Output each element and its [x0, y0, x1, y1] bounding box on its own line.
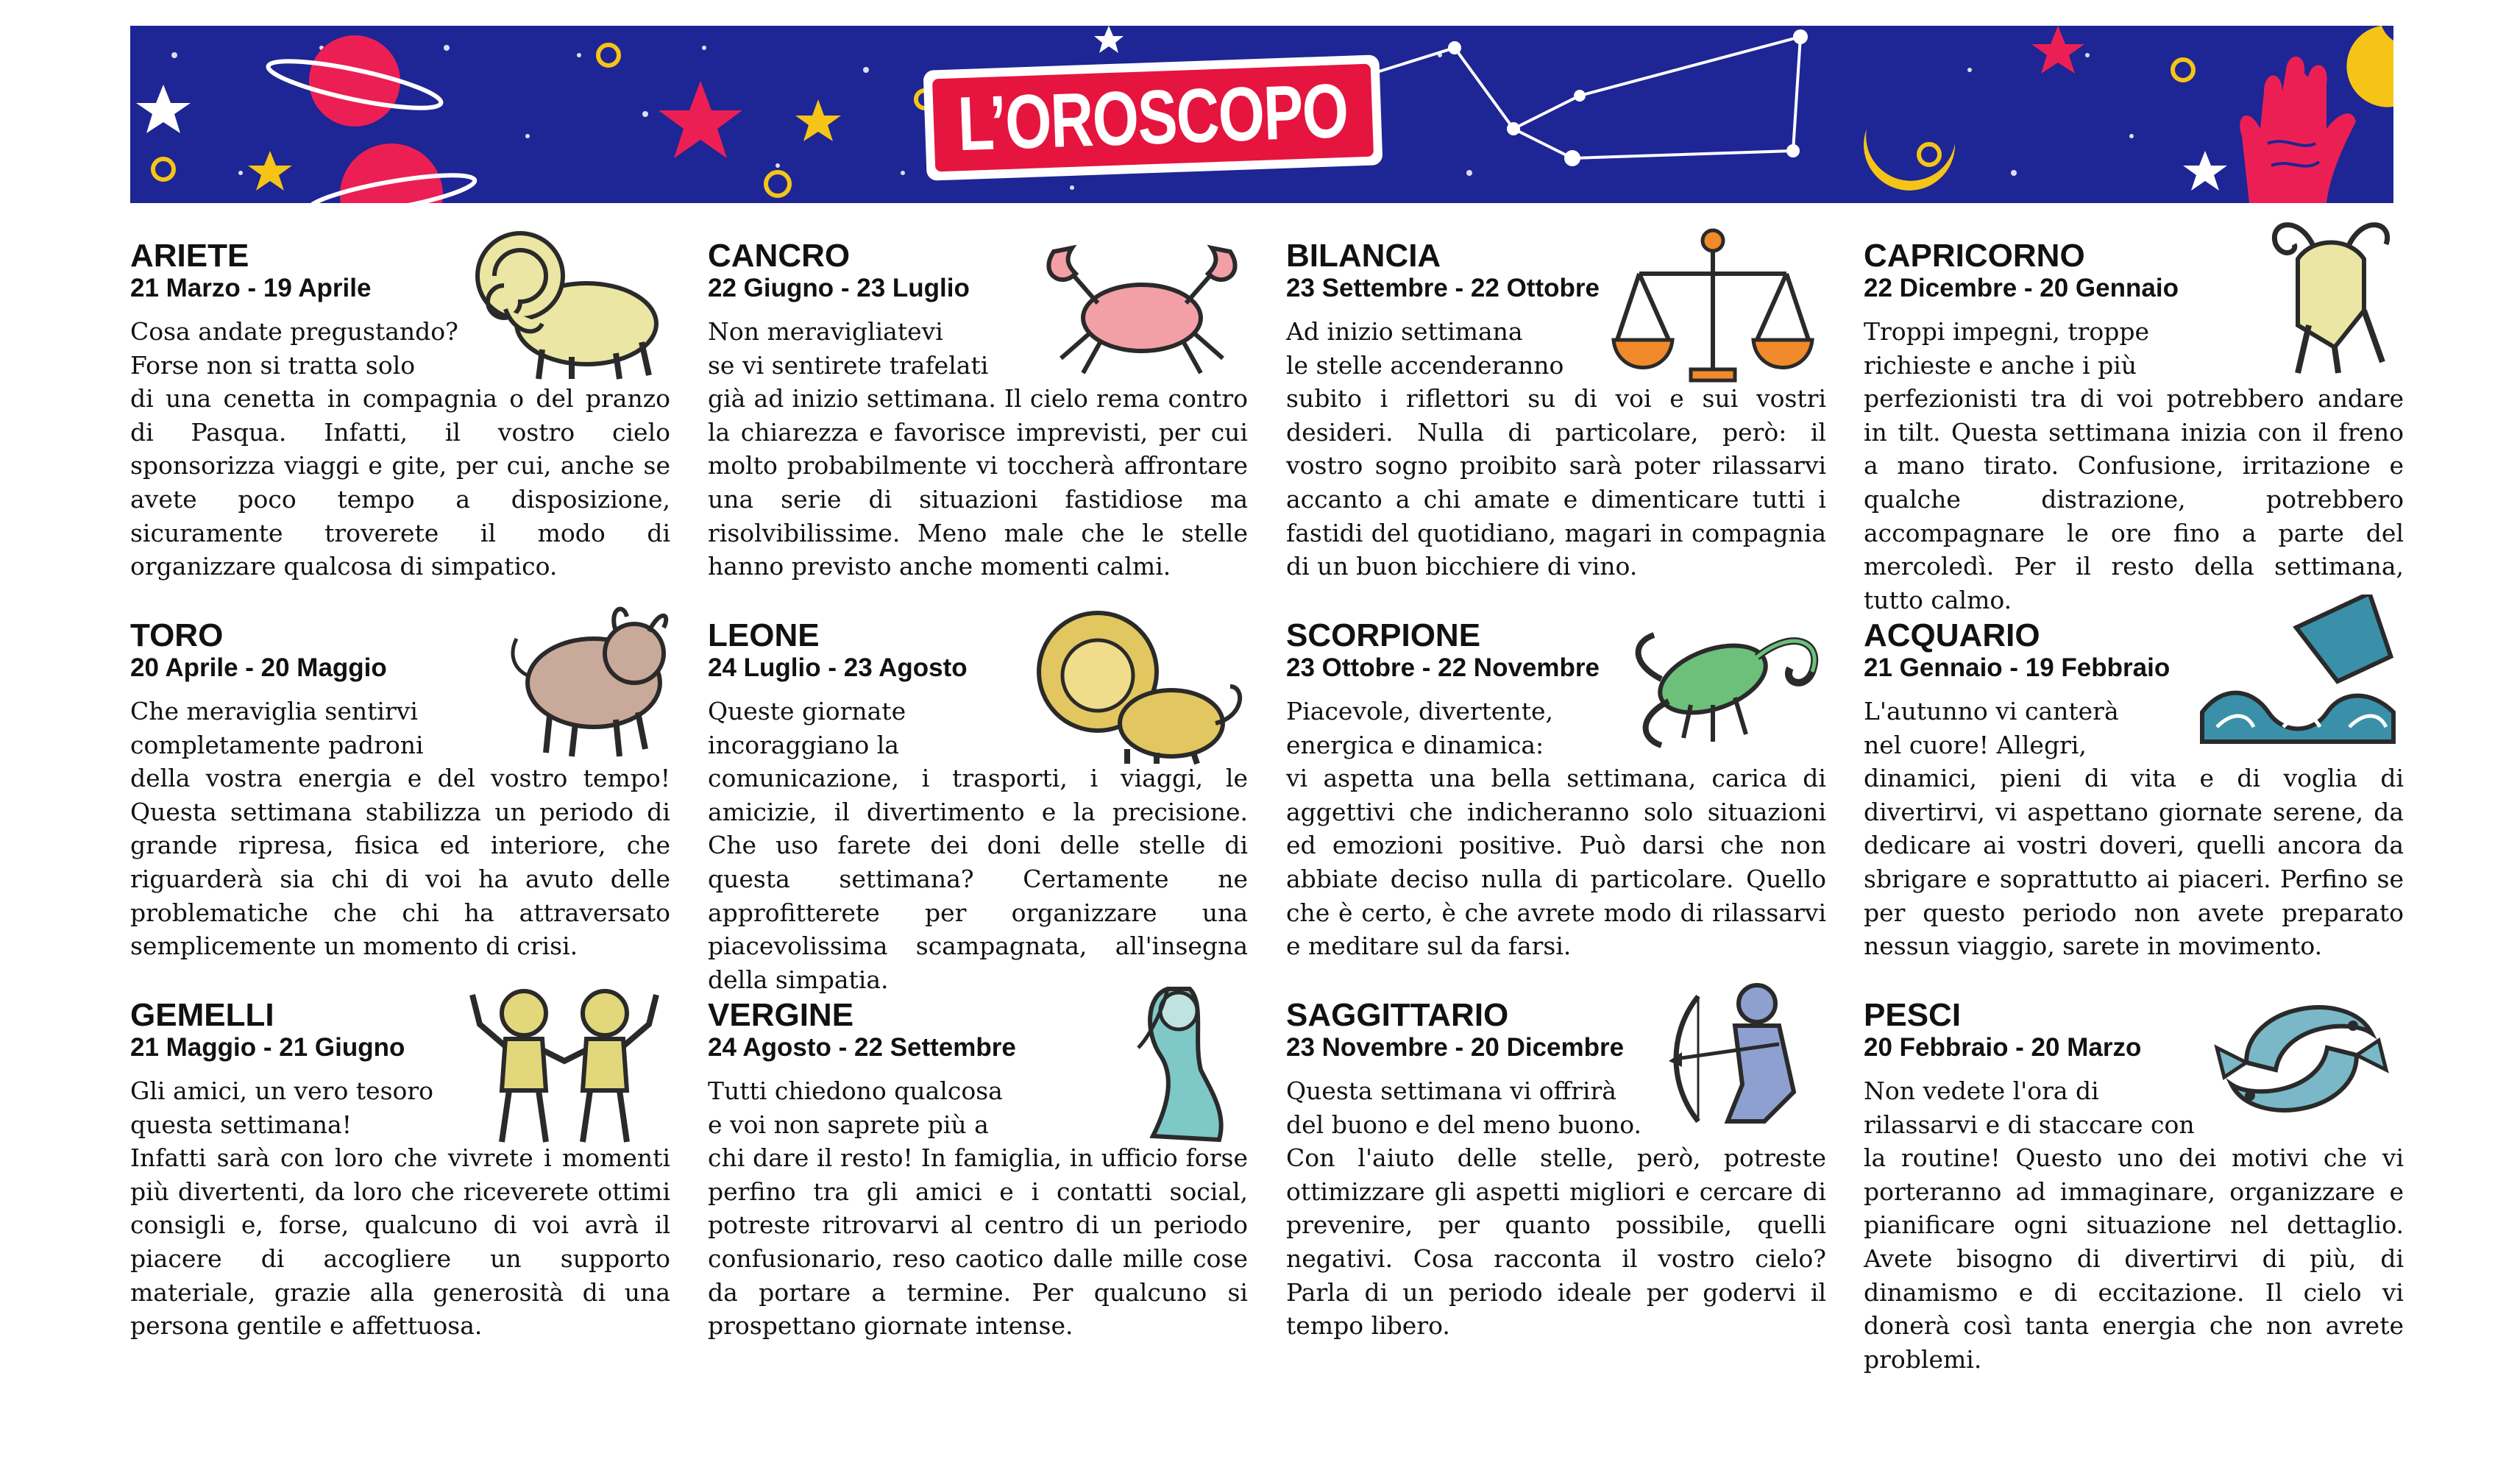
sign-intro: Queste giornate incoraggiano la [708, 697, 906, 759]
sign-body: la routine! Questo uno dei motivi che vi porteranno ad immaginare, organizzare e pianificare ogni situazione nel dettaglio. Avete bisogno di divertirvi di più, di dinamismo e di eccitazione. Il cielo vi donerà così tanta energia che non avrete problemi. [1864, 1143, 2404, 1374]
sign-vergine [708, 996, 1252, 1364]
sign-body: dinamici, pieni di vita e di voglia di divertirvi, vi aspettano giornate serene, da dedicare ai vostri doveri, quelli ancora da sbrigare e soprattutto ai piaceri. Perfino se per questo periodo non avete preparato nessun viaggio, sarete in movimento. [1864, 764, 2404, 961]
sign-toro [130, 617, 675, 984]
star-icon [2183, 151, 2227, 191]
sign-dates: 21 Marzo - 19 Aprile [130, 274, 372, 302]
sign-cancro [708, 237, 1252, 605]
sign-body: già ad inizio settimana. Il cielo rema contro la chiarezza e favorisce imprevisti, per cui molto probabilmente vi toccherà affrontare una serie di situazioni fastidiose ma risolvibilissime. Meno male che le stelle hanno previsto anche momenti calmi. [708, 384, 1248, 581]
sign-dates: 22 Giugno - 23 Luglio [708, 274, 970, 302]
sign-name: ACQUARIO [1864, 617, 2040, 653]
sign-intro: Questa settimana vi offrirà del buono e del meno buono. [1286, 1076, 1641, 1139]
sign-body: subito i riflettori su di voi e sui vostri desideri. Nulla di particolare, però: il vostro sogno proibito sarà poter rilassarvi accanto a chi amate e dimenticare tutti i fastidi del quotidiano, magari in compagnia di un buon bicchiere di vino. [1286, 384, 1826, 581]
sign-dates: 20 Aprile - 20 Maggio [130, 653, 387, 682]
sign-name: VERGINE [708, 997, 854, 1033]
sign-body: vi aspetta una bella settimana, carica di aggettivi che indicheranno solo situazioni ed emozioni positive. Può darsi che non abbiate deciso nulla di particolare. Quello che è certo, è che avrete modo di rilassarvi e meditare sul da farsi. [1286, 764, 1826, 961]
sign-intro: Piacevole, divertente, energica e dinamica: [1286, 697, 1553, 759]
sign-dates: 21 Maggio - 21 Giugno [130, 1033, 405, 1062]
sign-intro: Tutti chiedono qualcosa e voi non saprete più a [708, 1076, 1003, 1139]
sign-intro: Che meraviglia sentirvi completamente padroni [130, 697, 424, 759]
sign-pesci [1864, 996, 2408, 1374]
sign-bilancia [1286, 237, 1831, 605]
sign-name: SAGGITTARIO [1286, 997, 1509, 1033]
sign-name: LEONE [708, 617, 820, 653]
sign-name: ARIETE [130, 238, 249, 274]
sign-dates: 23 Settembre - 22 Ottobre [1286, 274, 1600, 302]
sign-name: SCORPIONE [1286, 617, 1481, 653]
title-badge [923, 54, 1383, 181]
star-icon [136, 85, 191, 133]
sign-body: Infatti sarà con loro che vivrete i momenti più divertenti, da loro che riceverete ottimi consigli e, forse, qualcuno di voi avrà il piacere di accogliere un supporto materiale, grazie alla generosità di una persona gentile e affettuosa. [130, 1143, 670, 1341]
sign-body: chi dare il resto! In famiglia, in ufficio forse perfino tra gli amici e i contatti social, potreste ritrovarvi al centro di un periodo confusionario, reso caotico dalle mille cose da portare a termine. Per qualcuno si prospettano giornate intense. [708, 1143, 1248, 1341]
sign-dates: 23 Novembre - 20 Dicembre [1286, 1033, 1625, 1062]
sign-body: Con l'aiuto delle stelle, però, potreste ottimizzare gli aspetti migliori e cercare di prevenire, per quanto possibile, quelli negativi. Cosa racconta il vostro cielo? Parla di un periodo ideale per godervi il tempo libero. [1286, 1143, 1826, 1341]
sign-name: BILANCIA [1286, 238, 1441, 274]
sign-dates: 24 Agosto - 22 Settembre [708, 1033, 1016, 1062]
sign-capricorno [1864, 237, 2408, 614]
sign-name: CAPRICORNO [1864, 238, 2085, 274]
sign-name: PESCI [1864, 997, 1962, 1033]
sign-scorpione [1286, 617, 1831, 984]
palm-hand-icon [2240, 57, 2356, 203]
sign-body: della vostra energia e del vostro tempo! Questa settimana stabilizza un periodo di grande ripresa, fisica ed interiore, che riguarderà sia chi di voi ha avuto delle problematiche che chi ha attraversato semplicemente un momento di crisi. [130, 764, 670, 961]
sign-leone [708, 617, 1252, 994]
sign-dates: 20 Febbraio - 20 Marzo [1864, 1033, 2142, 1062]
sign-intro: Cosa andate pregustando? Forse non si tratta solo [130, 317, 458, 380]
sign-name: GEMELLI [130, 997, 274, 1033]
sign-body: perfezionisti tra di voi potrebbero andare in tilt. Questa settimana inizia con il freno a mano tirato. Confusione, irritazione e qualche distrazione, potrebbero accompagnare le ore fino a parte del mercoledì. Per il resto della settimana, tutto calmo. [1864, 384, 2404, 614]
sign-intro: Non vedete l'ora di rilassarvi e di staccare con [1864, 1076, 2195, 1139]
sign-intro: Non meravigliatevi se vi sentirete trafelati [708, 317, 989, 380]
sign-dates: 21 Gennaio - 19 Febbraio [1864, 653, 2171, 682]
sign-intro: Ad inizio settimana le stelle accenderanno [1286, 317, 1564, 380]
sign-dates: 23 Ottobre - 22 Novembre [1286, 653, 1600, 682]
sign-acquario [1864, 617, 2408, 984]
sign-body: di una cenetta in compagnia o del pranzo di Pasqua. Infatti, il vostro cielo sponsorizza viaggi e gite, per cui, anche se avete poco tempo a disposizione, sicuramente troverete il modo di organizzare qualcosa di simpatico. [130, 384, 670, 581]
sign-name: TORO [130, 617, 224, 653]
page-title: L’OROSCOPO [956, 68, 1349, 167]
sign-intro: Troppi impegni, troppe richieste e anche i più [1864, 317, 2150, 380]
sign-ariete [130, 237, 675, 605]
star-icon [1094, 26, 1124, 53]
sign-dates: 24 Luglio - 23 Agosto [708, 653, 968, 682]
sign-name: CANCRO [708, 238, 851, 274]
sign-body: comunicazione, i trasporti, i viaggi, le amicizie, il divertimento e la precisione. Che uso farete dei doni delle stelle di questa settimana? Certamente ne approfitterete per organizzare una piacevolissima scampagnata, all'insegna della simpatia. [708, 764, 1248, 994]
sign-saggittario [1286, 996, 1831, 1364]
sign-gemelli [130, 996, 675, 1364]
sign-intro: L'autunno vi canterà nel cuore! Allegri, [1864, 697, 2119, 759]
sign-dates: 22 Dicembre - 20 Gennaio [1864, 274, 2179, 302]
sign-intro: Gli amici, un vero tesoro questa settimana! [130, 1076, 434, 1139]
header-banner [130, 26, 2393, 203]
